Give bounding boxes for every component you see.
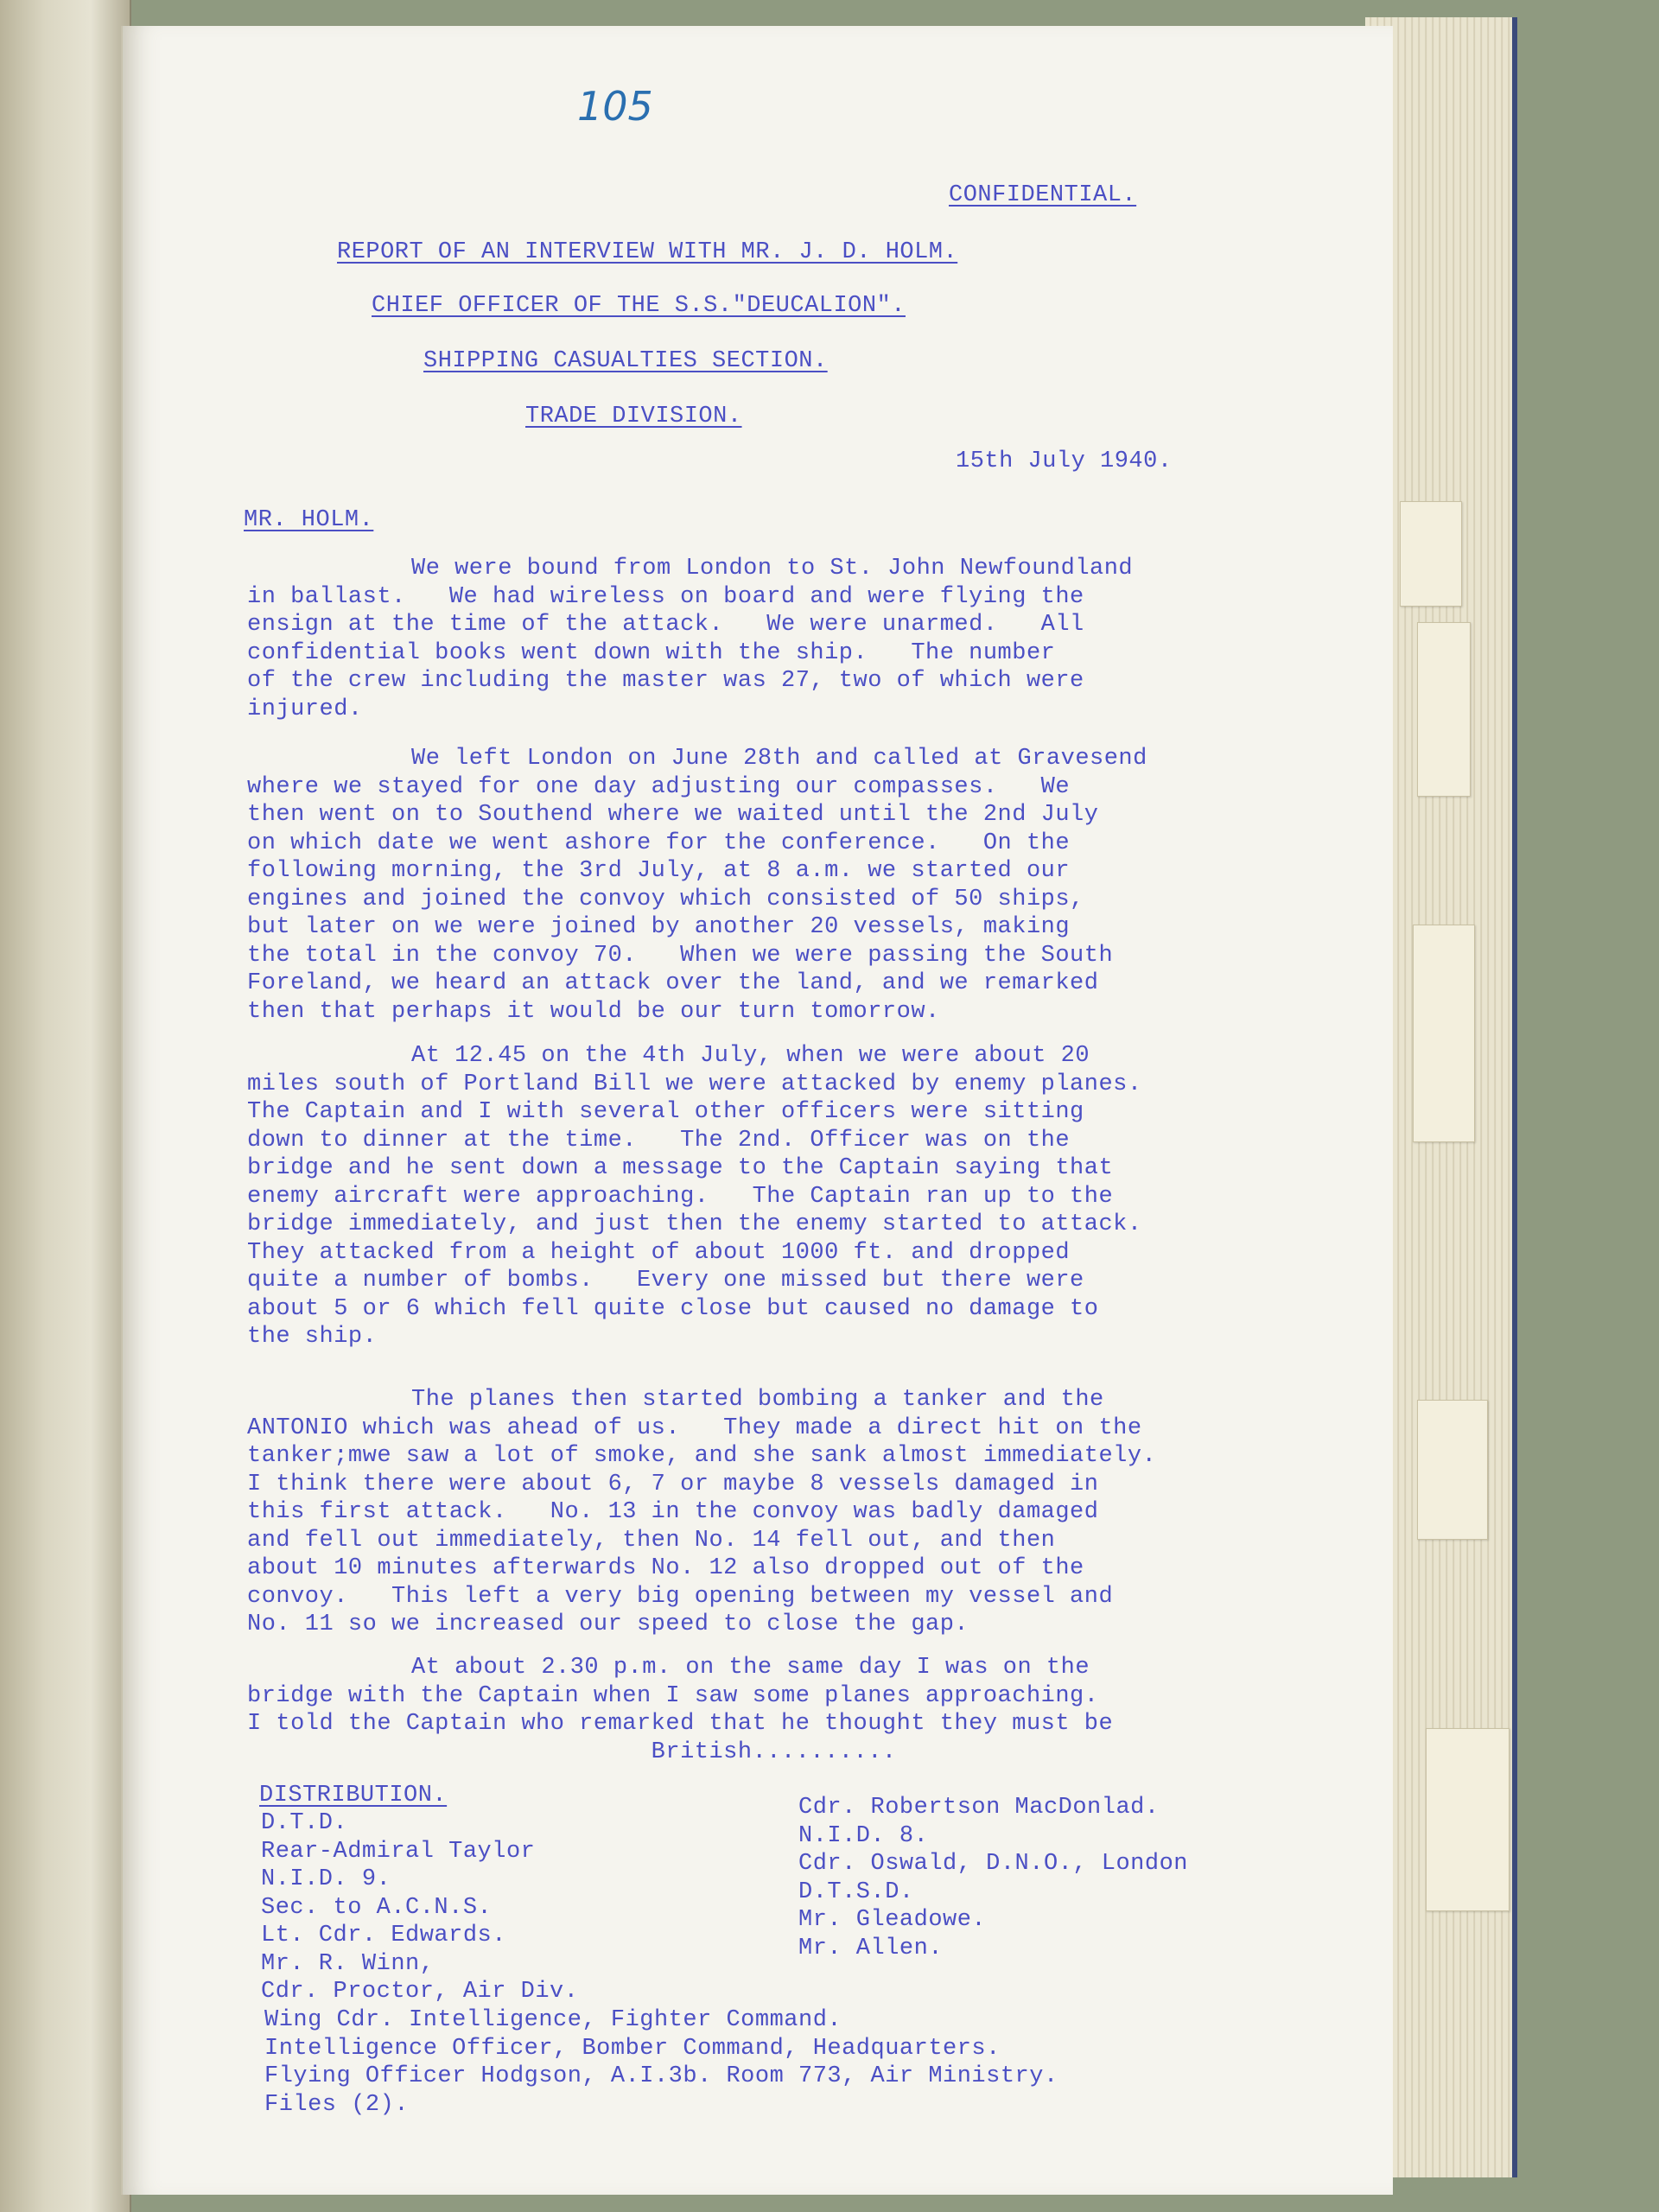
left-page-edge <box>0 0 131 2212</box>
text-line: ensign at the time of the attack. We were unarmed. All <box>247 612 1084 638</box>
text-line: convoy. This left a very big opening between my vessel and <box>247 1583 1114 1610</box>
distribution-full-width <box>264 2006 1353 2119</box>
division-name: TRADE DIVISION. <box>525 404 742 429</box>
speaker-label: MR. HOLM. <box>244 507 374 533</box>
text-line: We were bound from London to St. John Newfoundland <box>411 556 1134 582</box>
text-line: following morning, the 3rd July, at 8 a.m. we started our <box>247 858 1071 884</box>
text-line: then that perhaps it would be our turn tomorrow. <box>247 998 940 1025</box>
text-line: miles south of Portland Bill we were attacked by enemy planes. <box>247 1071 1142 1097</box>
page-number: 105 <box>577 83 653 130</box>
text-line: the total in the convoy 70. When we were passing the South <box>247 942 1114 969</box>
text-line: I think there were about 6, 7 or maybe 8 vessels damaged in <box>247 1471 1099 1497</box>
text-line: No. 11 so we increased our speed to close the gap. <box>247 1611 969 1637</box>
report-date: 15th July 1940. <box>956 448 1173 474</box>
distribution-item: D.T.S.D. <box>798 1878 914 1905</box>
text-line: and fell out immediately, then No. 14 fell out, and then <box>247 1527 1056 1554</box>
distribution-heading: DISTRIBUTION. <box>259 1783 448 1808</box>
text-line: quite a number of bombs. Every one missed but there were <box>247 1268 1084 1294</box>
text-line: British.......... <box>247 1738 897 1765</box>
paragraph-2 <box>247 745 1370 1026</box>
paragraph-3 <box>247 1042 1370 1351</box>
paragraph-5 <box>247 1654 1370 1766</box>
text-line: ANTONIO which was ahead of us. They made a direct hit on the <box>247 1414 1142 1441</box>
paper-tab <box>1417 1400 1488 1540</box>
paragraph-1 <box>247 555 1370 723</box>
distribution-item: N.I.D. 8. <box>798 1822 929 1849</box>
text-line: about 5 or 6 which fell quite close but caused no damage to <box>247 1295 1099 1322</box>
distribution-item: N.I.D. 9. <box>261 1866 391 1892</box>
text-line: the ship. <box>247 1324 378 1350</box>
text-line: engines and joined the convoy which consisted of 50 ships, <box>247 886 1084 912</box>
text-line: in ballast. We had wireless on board and were flying the <box>247 583 1084 610</box>
distribution-item: Lt. Cdr. Edwards. <box>261 1923 506 1948</box>
distribution-item: Wing Cdr. Intelligence, Fighter Command. <box>264 2007 842 2033</box>
distribution-item: Cdr. Proctor, Air Div. <box>261 1979 579 2005</box>
paper-tab <box>1400 501 1462 607</box>
text-line: At about 2.30 p.m. on the same day I was on the <box>411 1655 1090 1681</box>
text-line: At 12.45 on the 4th July, when we were about 20 <box>411 1043 1090 1069</box>
text-line: Foreland, we heard an attack over the land, and we remarked <box>247 970 1099 996</box>
text-line: I told the Captain who remarked that he thought they must be <box>247 1711 1114 1737</box>
distribution-item: Rear-Admiral Taylor <box>261 1838 536 1865</box>
text-line: confidential books went down with the ship. The number <box>247 639 1056 666</box>
section-name: SHIPPING CASUALTIES SECTION. <box>423 348 828 374</box>
text-line: bridge immediately, and just then the enemy started to attack. <box>247 1211 1142 1237</box>
text-line: down to dinner at the time. The 2nd. Officer was on the <box>247 1127 1071 1154</box>
text-line: of the crew including the master was 27, two of which were <box>247 668 1084 694</box>
text-line: They attacked from a height of about 1000 ft. and dropped <box>247 1239 1071 1266</box>
distribution-right-column <box>798 1794 1351 1962</box>
distribution-item: Mr. Allen. <box>798 1935 944 1961</box>
text-line: but later on we were joined by another 20 vessels, making <box>247 914 1071 940</box>
distribution-left-column <box>261 1809 779 2006</box>
paper-tab <box>1417 622 1471 797</box>
report-title: REPORT OF AN INTERVIEW WITH MR. J. D. HOLM. <box>337 239 958 265</box>
paper-tab <box>1426 1728 1510 1911</box>
text-line: We left London on June 28th and called at Gravesend <box>411 746 1147 772</box>
distribution-item: Mr. Gleadowe. <box>798 1907 987 1933</box>
distribution-item: Files (2). <box>264 2091 410 2118</box>
text-line: bridge with the Captain when I saw some planes approaching. <box>247 1682 1099 1709</box>
report-subtitle: CHIEF OFFICER OF THE S.S."DEUCALION". <box>372 293 906 319</box>
classification: CONFIDENTIAL. <box>949 182 1137 208</box>
text-line: enemy aircraft were approaching. The Captain ran up to the <box>247 1183 1114 1210</box>
text-line: The Captain and I with several other officers were sitting <box>247 1099 1084 1125</box>
text-line: bridge and he sent down a message to the Captain saying that <box>247 1155 1114 1181</box>
distribution-item: D.T.D. <box>261 1810 348 1836</box>
text-line: then went on to Southend where we waited until the 2nd July <box>247 802 1099 828</box>
paragraph-4 <box>247 1386 1370 1639</box>
paper-tab <box>1413 925 1475 1142</box>
distribution-item: Mr. R. Winn, <box>261 1950 435 1977</box>
text-line: tanker;mwe saw a lot of smoke, and she sank almost immediately. <box>247 1443 1157 1469</box>
text-line: injured. <box>247 696 363 722</box>
text-line: where we stayed for one day adjusting our compasses. We <box>247 773 1071 800</box>
distribution-item: Intelligence Officer, Bomber Command, Headquarters. <box>264 2035 1001 2062</box>
text-line: The planes then started bombing a tanker and the <box>411 1387 1104 1413</box>
distribution-item: Cdr. Oswald, D.N.O., London <box>798 1851 1188 1877</box>
text-line: about 10 minutes afterwards No. 12 also dropped out of the <box>247 1555 1084 1581</box>
distribution-item: Cdr. Robertson MacDonlad. <box>798 1795 1160 1821</box>
text-line: this first attack. No. 13 in the convoy was badly damaged <box>247 1499 1099 1525</box>
text-line: on which date we went ashore for the conference. On the <box>247 830 1071 856</box>
distribution-item: Flying Officer Hodgson, A.I.3b. Room 773, Air Ministry. <box>264 2063 1058 2089</box>
distribution-item: Sec. to A.C.N.S. <box>261 1894 493 1921</box>
